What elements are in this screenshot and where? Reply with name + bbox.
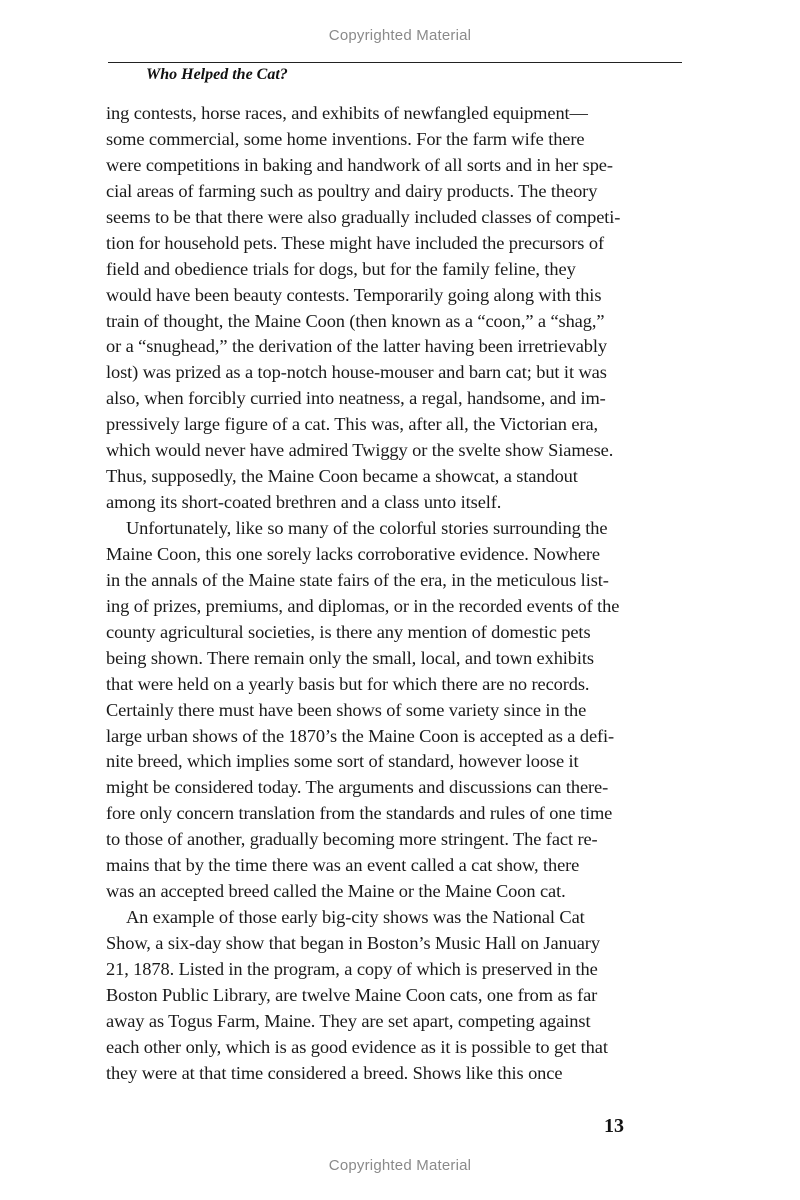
- text-line: pressively large figure of a cat. This was, after all, the Victorian era,: [106, 414, 599, 435]
- text-line: train of thought, the Maine Coon (then known as a “coon,” a “shag,”: [106, 310, 605, 331]
- text-line: among its short-coated brethren and a class unto itself.: [106, 492, 502, 513]
- text-line: was an accepted breed called the Maine or the Maine Coon cat.: [106, 881, 566, 902]
- text-line: mains that by the time there was an event called a cat show, there: [106, 855, 580, 876]
- text-line: in the annals of the Maine state fairs of the era, in the meticulous list-: [106, 569, 609, 590]
- copyright-watermark-top: Copyrighted Material: [328, 27, 472, 44]
- text-line: would have been beauty contests. Temporarily going along with this: [106, 284, 602, 305]
- text-line: might be considered today. The arguments and discussions can there-: [106, 777, 609, 798]
- text-line: ing of prizes, premiums, and diplomas, or in the recorded events of the: [106, 595, 620, 616]
- text-line: which would never have admired Twiggy or the svelte show Siamese.: [106, 440, 614, 461]
- text-line: being shown. There remain only the small, local, and town exhibits: [106, 647, 594, 668]
- text-line: or a “snughead,” the derivation of the latter having been irretrievably: [106, 336, 607, 357]
- text-line: Boston Public Library, are twelve Maine Coon cats, one from as far: [106, 984, 598, 1005]
- text-line: seems to be that there were also gradually included classes of competi-: [106, 206, 621, 227]
- text-line: to those of another, gradually becoming more stringent. The fact re-: [106, 829, 598, 850]
- text-line: 21, 1878. Listed in the program, a copy of which is preserved in the: [106, 958, 598, 979]
- page-number: 13: [604, 1115, 624, 1137]
- text-line: Certainly there must have been shows of some variety since in the: [106, 699, 587, 720]
- text-line: nite breed, which implies some sort of standard, however loose it: [106, 751, 579, 772]
- header-rule: [108, 62, 682, 63]
- text-line: cial areas of farming such as poultry and dairy products. The theory: [106, 180, 598, 201]
- text-line: large urban shows of the 1870’s the Maine Coon is accepted as a defi-: [106, 725, 615, 746]
- copyright-watermark-bottom: Copyrighted Material: [328, 1157, 472, 1174]
- text-line: county agricultural societies, is there any mention of domestic pets: [106, 621, 591, 642]
- text-line: were competitions in baking and handwork of all sorts and in her spe-: [106, 154, 613, 175]
- text-line: each other only, which is as good evidence as it is possible to get that: [106, 1036, 608, 1057]
- text-line: they were at that time considered a breed. Shows like this once: [106, 1062, 563, 1083]
- text-line: that were held on a yearly basis but for which there are no records.: [106, 673, 590, 694]
- text-line: also, when forcibly curried into neatness, a regal, handsome, and im-: [106, 388, 606, 409]
- text-line: field and obedience trials for dogs, but for the family feline, they: [106, 258, 576, 279]
- text-line: away as Togus Farm, Maine. They are set apart, competing against: [106, 1010, 591, 1031]
- text-line: ing contests, horse races, and exhibits of newfangled equipment—: [106, 103, 588, 123]
- text-line: Thus, supposedly, the Maine Coon became a showcat, a standout: [106, 466, 578, 487]
- text-line: Maine Coon, this one sorely lacks corroborative evidence. Nowhere: [106, 543, 600, 564]
- text-line: tion for household pets. These might have included the precursors of: [106, 232, 604, 253]
- text-line: Show, a six-day show that began in Boston’s Music Hall on January: [106, 933, 600, 953]
- text-line: lost) was prized as a top-notch house-mouser and barn cat; but it was: [106, 362, 607, 383]
- paragraph-first-line: An example of those early big-city shows was the National Cat: [126, 907, 585, 928]
- body-text: [106, 101, 684, 1087]
- text-line: fore only concern translation from the standards and rules of one time: [106, 803, 613, 824]
- paragraph-first-line: Unfortunately, like so many of the colorful stories surrounding the: [126, 518, 608, 538]
- running-head: Who Helped the Cat?: [146, 66, 288, 83]
- text-line: some commercial, some home inventions. For the farm wife there: [106, 128, 585, 149]
